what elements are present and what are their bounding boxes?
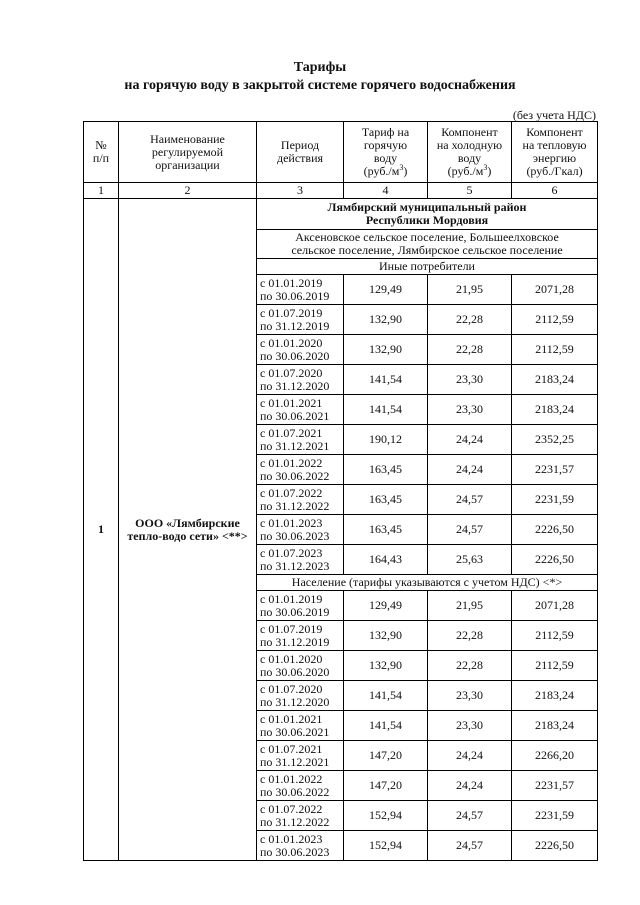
period-to: по 30.06.2019 — [260, 604, 330, 619]
tariff-value: 132,90 — [344, 651, 428, 681]
tariff-value: 141,54 — [344, 681, 428, 711]
period-from: с 01.01.2020 — [260, 651, 323, 666]
cold-water-value: 24,57 — [428, 831, 512, 861]
period-from: с 01.07.2020 — [260, 365, 323, 380]
period-cell — [257, 425, 344, 455]
period-from: с 01.07.2021 — [260, 741, 323, 756]
column-number-row — [84, 183, 598, 199]
tariff-value: 141,54 — [344, 711, 428, 741]
period-from: с 01.01.2023 — [260, 831, 323, 846]
period-from: с 01.07.2021 — [260, 425, 323, 440]
heat-energy-value: 2352,25 — [512, 425, 598, 455]
period-from: с 01.01.2021 — [260, 395, 323, 410]
tariff-value: 129,49 — [344, 591, 428, 621]
col-number: 3 — [257, 183, 344, 199]
period-from: с 01.01.2020 — [260, 335, 323, 350]
tariff-value: 141,54 — [344, 395, 428, 425]
header-cold-water: Компонент на холодную воду $(руб./м^3)$ — [428, 122, 512, 183]
period-from: с 01.07.2020 — [260, 681, 323, 696]
heat-energy-value: 2226,50 — [512, 831, 598, 861]
document-subtitle: на горячую воду в закрытой системе горячего водоснабжения — [124, 78, 516, 93]
cold-water-value: 24,57 — [428, 485, 512, 515]
period-to: по 31.12.2020 — [260, 694, 330, 709]
period-to: по 30.06.2022 — [260, 784, 330, 799]
cold-water-value: 23,30 — [428, 395, 512, 425]
cold-water-value: 23,30 — [428, 711, 512, 741]
heat-energy-value: 2226,50 — [512, 515, 598, 545]
period-from: с 01.07.2022 — [260, 485, 323, 500]
cold-water-value: 24,24 — [428, 425, 512, 455]
tariff-value: 163,45 — [344, 485, 428, 515]
col-number: 4 — [344, 183, 428, 199]
period-to: по 31.12.2021 — [260, 438, 330, 453]
period-from: с 01.01.2022 — [260, 771, 323, 786]
period-from: с 01.07.2022 — [260, 801, 323, 816]
heat-energy-value: 2112,59 — [512, 305, 598, 335]
period-to: по 31.12.2023 — [260, 558, 330, 573]
period-to: по 31.12.2021 — [260, 754, 330, 769]
period-cell — [257, 305, 344, 335]
heat-energy-value: 2183,24 — [512, 711, 598, 741]
period-from: с 01.01.2023 — [260, 515, 323, 530]
tariff-value: 152,94 — [344, 801, 428, 831]
period-cell — [257, 365, 344, 395]
heat-energy-value: 2183,24 — [512, 365, 598, 395]
period-cell — [257, 651, 344, 681]
cold-water-value: 24,24 — [428, 455, 512, 485]
heat-energy-value: 2231,57 — [512, 771, 598, 801]
cold-water-value: 21,95 — [428, 275, 512, 305]
period-to: по 30.06.2023 — [260, 528, 330, 543]
consumer-group-label: Население (тарифы указываются с учетом НДС) <*> — [257, 575, 598, 591]
period-to: по 31.12.2019 — [260, 634, 330, 649]
heat-energy-value: 2231,59 — [512, 801, 598, 831]
vat-note: (без учета НДС) — [512, 108, 596, 122]
row-number: 1 — [84, 199, 119, 861]
col-number: 6 — [512, 183, 598, 199]
tariff-value: 132,90 — [344, 305, 428, 335]
period-from: с 01.01.2022 — [260, 455, 323, 470]
period-to: по 30.06.2021 — [260, 408, 330, 423]
header-heat-energy: Компонент на тепловую энергию (руб./Гкал) — [512, 122, 598, 183]
consumer-group-label: Иные потребители — [257, 259, 598, 275]
document-title: Тарифы — [293, 60, 347, 75]
period-from: с 01.01.2021 — [260, 711, 323, 726]
tariff-value: 163,45 — [344, 515, 428, 545]
header-num: № п/п — [84, 122, 119, 183]
tariff-value: 132,90 — [344, 621, 428, 651]
heat-energy-value: 2071,28 — [512, 591, 598, 621]
heat-energy-value: 2183,24 — [512, 681, 598, 711]
tariff-value: 132,90 — [344, 335, 428, 365]
heat-energy-value: 2266,20 — [512, 741, 598, 771]
period-cell — [257, 681, 344, 711]
tariff-value: 190,12 — [344, 425, 428, 455]
cold-water-value: 21,95 — [428, 591, 512, 621]
period-to: по 30.06.2021 — [260, 724, 330, 739]
period-to: по 31.12.2022 — [260, 814, 330, 829]
period-from: с 01.07.2019 — [260, 305, 323, 320]
organization-name: ООО «Лямбирские тепло-водо сети» <**> — [119, 199, 257, 861]
period-to: по 31.12.2019 — [260, 318, 330, 333]
period-to: по 31.12.2022 — [260, 498, 330, 513]
period-from: с 01.07.2019 — [260, 621, 323, 636]
heat-energy-value: 2112,59 — [512, 335, 598, 365]
cold-water-value: 24,57 — [428, 801, 512, 831]
cold-water-value: 22,28 — [428, 335, 512, 365]
header-tariff: Тариф на горячую воду $(руб./м^3)$ — [344, 122, 428, 183]
period-to: по 30.06.2022 — [260, 468, 330, 483]
period-cell — [257, 485, 344, 515]
period-cell — [257, 335, 344, 365]
tariff-table — [83, 121, 598, 861]
region-row — [84, 199, 598, 230]
heat-energy-value: 2183,24 — [512, 395, 598, 425]
heat-energy-value: 2226,50 — [512, 545, 598, 575]
heat-energy-value: 2112,59 — [512, 651, 598, 681]
period-cell — [257, 711, 344, 741]
period-cell — [257, 801, 344, 831]
period-from: с 01.01.2019 — [260, 275, 323, 290]
cold-water-value: 24,57 — [428, 515, 512, 545]
settlements: Аксеновское сельское поселение, Большеелховское сельское поселение, Лямбирское сельское поселение — [257, 230, 598, 259]
period-to: по 30.06.2020 — [260, 664, 330, 679]
header-row — [84, 122, 598, 183]
tariff-value: 147,20 — [344, 771, 428, 801]
col-number: 2 — [119, 183, 257, 199]
cold-water-value: 22,28 — [428, 621, 512, 651]
heat-energy-value: 2231,57 — [512, 455, 598, 485]
period-cell — [257, 831, 344, 861]
heat-energy-value: 2071,28 — [512, 275, 598, 305]
cold-water-value: 23,30 — [428, 681, 512, 711]
period-to: по 31.12.2020 — [260, 378, 330, 393]
cold-water-value: 23,30 — [428, 365, 512, 395]
cold-water-value: 25,63 — [428, 545, 512, 575]
header-period: Период действия — [257, 122, 344, 183]
period-cell — [257, 275, 344, 305]
cold-water-value: 22,28 — [428, 305, 512, 335]
period-cell — [257, 591, 344, 621]
tariff-value: 141,54 — [344, 365, 428, 395]
period-from: с 01.07.2023 — [260, 545, 323, 560]
region-name: Лямбирский муниципальный район Республики Мордовия — [257, 199, 598, 230]
cold-water-value: 24,24 — [428, 741, 512, 771]
period-cell — [257, 621, 344, 651]
heat-energy-value: 2231,59 — [512, 485, 598, 515]
period-to: по 30.06.2023 — [260, 844, 330, 859]
cold-water-value: 22,28 — [428, 651, 512, 681]
heat-energy-value: 2112,59 — [512, 621, 598, 651]
period-to: по 30.06.2020 — [260, 348, 330, 363]
period-cell — [257, 771, 344, 801]
period-cell — [257, 545, 344, 575]
period-cell — [257, 741, 344, 771]
tariff-value: 129,49 — [344, 275, 428, 305]
period-cell — [257, 515, 344, 545]
period-to: по 30.06.2019 — [260, 288, 330, 303]
cold-water-value: 24,24 — [428, 771, 512, 801]
tariff-value: 147,20 — [344, 741, 428, 771]
period-cell — [257, 455, 344, 485]
period-cell — [257, 395, 344, 425]
period-from: с 01.01.2019 — [260, 591, 323, 606]
col-number: 1 — [84, 183, 119, 199]
tariff-value: 164,43 — [344, 545, 428, 575]
tariff-value: 163,45 — [344, 455, 428, 485]
header-organization: Наименование регулируемой организации — [119, 122, 257, 183]
tariff-value: 152,94 — [344, 831, 428, 861]
col-number: 5 — [428, 183, 512, 199]
